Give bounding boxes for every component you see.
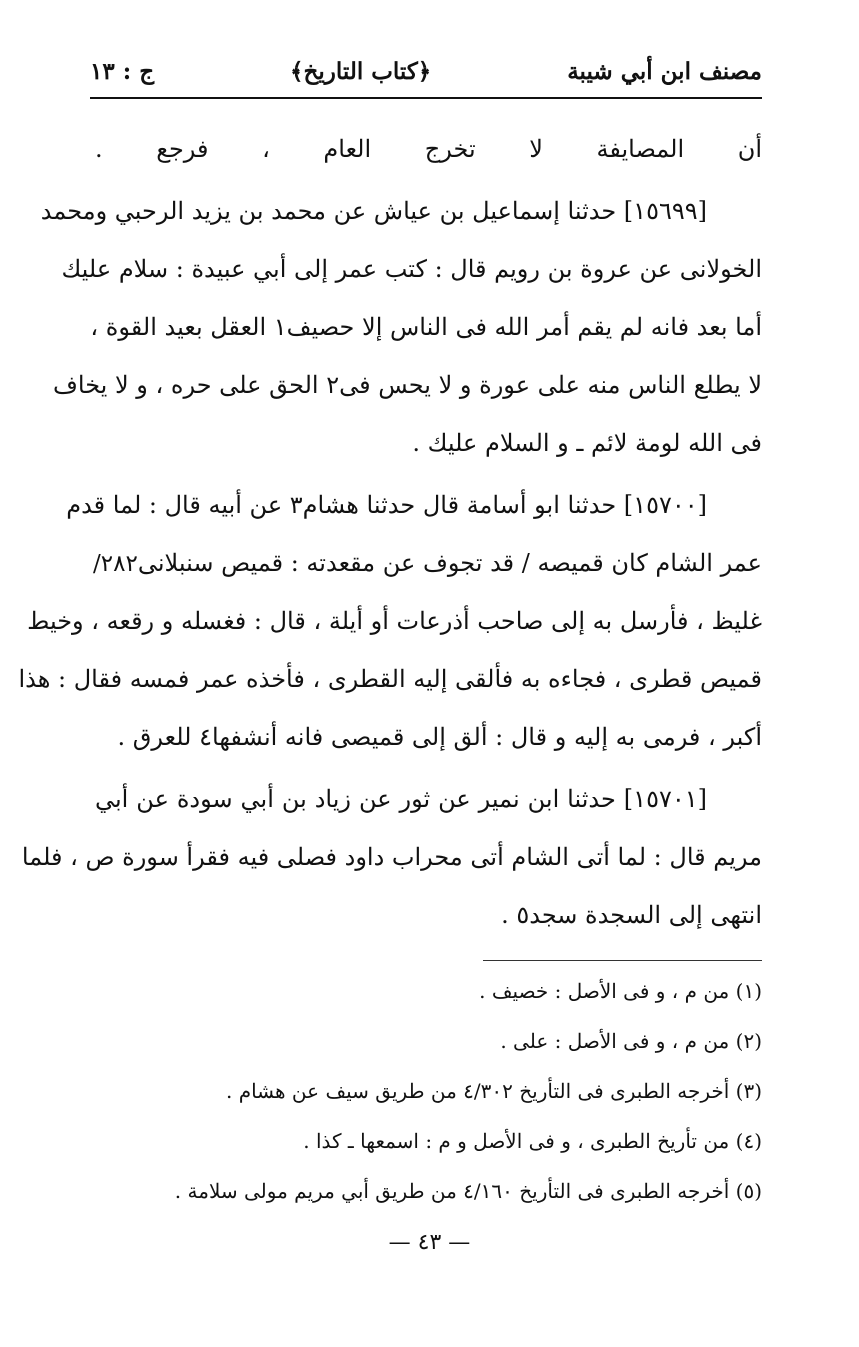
text-line: [١٥٧٠٠] حدثنا ابو أسامة قال حدثنا هشام٣ عن أبيه قال : لما قدم [66,491,707,519]
text-line: غليظ ، فأرسل به إلى صاحب أذرعات أو أيلة ، قال : فغسله و رقعه ، وخيط [27,607,762,635]
book-title: مصنف ابن أبي شيبة [567,57,762,85]
text-line: أما بعد فانه لم يقم أمر الله فى الناس إلا حصيف١ العقل بعيد القوة ، [90,313,762,341]
main-text [18,120,762,944]
footnotes [95,966,762,1216]
line-text: عمر الشام كان قميصه / قد تجوف عن مقعدته : قميص سنبلانى [137,549,762,577]
running-header [90,48,762,94]
chapter-title: ﴿كتاب التاريخ﴾ [290,57,432,85]
volume-number: ج : ١٣ [90,57,155,85]
text-line: انتهى إلى السجدة سجد٥ . [501,901,762,929]
text-line: أكبر ، فرمى به إليه و قال : ألق إلى قميصى فانه أنشفها٤ للعرق . [117,723,762,751]
text-line: [١٥٧٠١] حدثنا ابن نمير عن ثور عن زياد بن أبي سودة عن أبي [95,785,707,813]
margin-page-ref: ٢٨٢/ [93,551,138,577]
footnote: (٤) من تأريخ الطبرى ، و فى الأصل و م : اسمعها ـ كذا . [303,1129,762,1153]
text-line: [١٥٦٩٩] حدثنا إسماعيل بن عياش عن محمد بن يزيد الرحبي ومحمد [40,197,707,225]
text-line: مريم قال : لما أتى الشام أتى محراب داود فصلى فيه فقرأ سورة ص ، فلما [21,843,762,871]
text-line: فى الله لومة لائم ـ و السلام عليك . [412,429,762,457]
text-line: قميص قطرى ، فجاءه به فألقى إليه القطرى ، فأخذه عمر فمسه فقال : هذا [18,665,762,693]
text-line: أن المصايفة لا تخرج العام ، فرجع . [95,135,762,163]
text-line-with-margin [95,534,762,592]
footnote: (٣) أخرجه الطبرى فى التأريخ ٤/٣٠٢ من طريق سيف عن هشام . [225,1079,762,1103]
footnote: (١) من م ، و فى الأصل : خصيف . [479,979,762,1003]
text-line: لا يطلع الناس منه على عورة و لا يحس فى٢ الحق على حره ، و لا يخاف [53,371,762,399]
footnote-rule [483,960,762,961]
footnote: (٢) من م ، و فى الأصل : على . [500,1029,762,1053]
text-line: الخولانى عن عروة بن رويم قال : كتب عمر إلى أبي عبيدة : سلام عليك [61,255,762,283]
page-number: — ٤٣ — [388,1230,471,1255]
footnote: (٥) أخرجه الطبرى فى التأريخ ٤/١٦٠ من طريق أبي مريم مولى سلامة . [174,1179,762,1203]
header-rule [90,97,762,99]
